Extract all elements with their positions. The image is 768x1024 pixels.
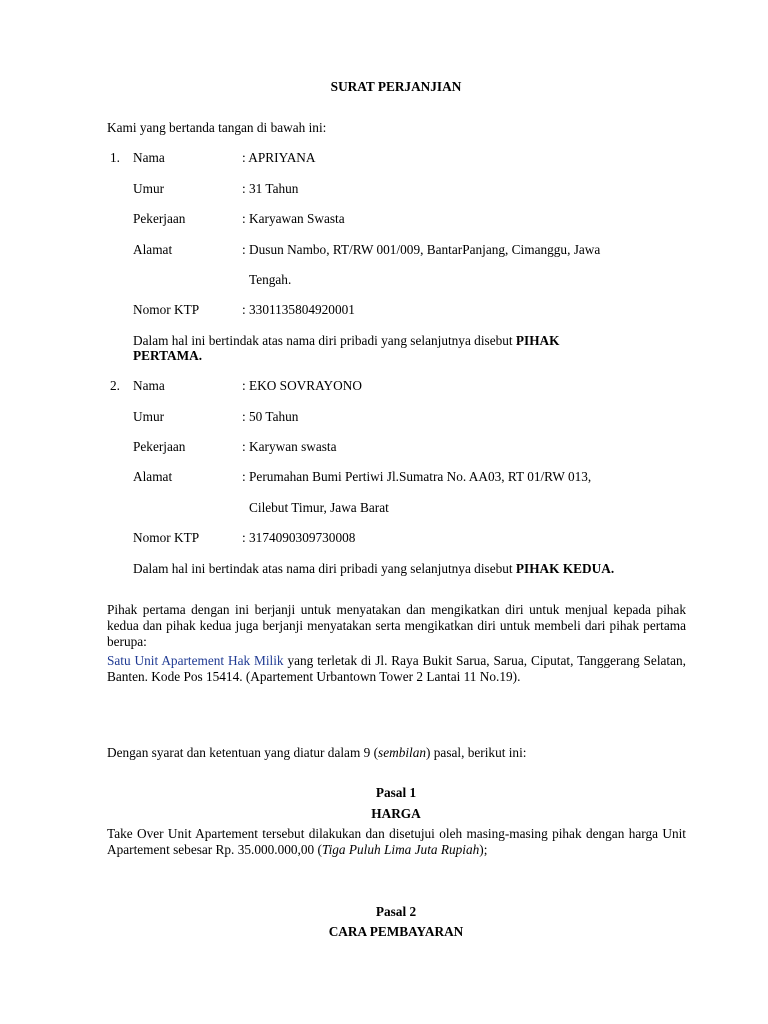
- party-2-value-address-cont: Cilebut Timur, Jawa Barat: [249, 500, 389, 515]
- party-1-value-age: : 31 Tahun: [242, 181, 299, 196]
- party-2-number: 2.: [110, 378, 120, 393]
- party-1-label-address: Alamat: [133, 242, 173, 257]
- object-paragraph: [107, 653, 686, 685]
- party-2-label-job: Pekerjaan: [133, 439, 186, 454]
- party-1-value-address-cont: Tengah.: [249, 272, 292, 287]
- pasal-1-number: Pasal 1: [375, 785, 417, 800]
- terms-line: [107, 745, 526, 761]
- party-2-value-address: : Perumahan Bumi Pertiwi Jl.Sumatra No. AA03, RT 01/RW 013,: [242, 469, 592, 484]
- party-1-label-age: Umur: [133, 181, 165, 196]
- pasal-1-text-pre: Take Over Unit Apartement tersebut dilakukan dan disetujui oleh masing-masing pihak dengan harga Unit Apartement sebesar Rp. 35.000.000,00 (: [107, 826, 686, 857]
- party-2-label-name: Nama: [133, 378, 165, 393]
- party-2-value-name: : EKO SOVRAYONO: [242, 378, 362, 393]
- party-2-role-text: Dalam hal ini bertindak atas nama diri pribadi yang selanjutnya disebut: [133, 561, 516, 576]
- party-1-value-job: : Karyawan Swasta: [242, 211, 345, 226]
- party-2-label-address: Alamat: [133, 469, 173, 484]
- pasal-1-heading: HARGA: [371, 806, 421, 821]
- party-1-value-ktp: : 3301135804920001: [242, 302, 355, 317]
- pasal-1-text-post: );: [479, 842, 488, 857]
- pasal-1-text-italic: Tiga Puluh Lima Juta Rupiah: [321, 842, 480, 857]
- party-2-value-job: : Karywan swasta: [242, 439, 337, 454]
- intro-line: Kami yang bertanda tangan di bawah ini:: [107, 120, 327, 135]
- terms-pre: Dengan syarat dan ketentuan yang diatur dalam 9 (: [107, 745, 379, 760]
- terms-italic: sembilan: [378, 745, 427, 760]
- party-2-value-ktp: : 3174090309730008: [242, 530, 356, 545]
- document-title: SURAT PERJANJIAN: [330, 79, 462, 94]
- party-1-value-address: : Dusun Nambo, RT/RW 001/009, BantarPanjang, Cimanggu, Jawa: [242, 242, 601, 257]
- party-1-value-name: : APRIYANA: [242, 150, 316, 165]
- party-1-role-line: [133, 333, 560, 349]
- party-2-role-name: PIHAK KEDUA.: [515, 561, 615, 576]
- terms-post: ) pasal, berikut ini:: [426, 745, 527, 760]
- party-1-label-ktp: Nomor KTP: [133, 302, 200, 317]
- object-highlight: Satu Unit Apartement Hak Milik: [107, 653, 284, 668]
- pasal-2-number: Pasal 2: [375, 904, 417, 919]
- party-1-role-name: PIHAK: [515, 333, 560, 348]
- party-2-role-line: [133, 561, 614, 577]
- party-2-label-ktp: Nomor KTP: [133, 530, 200, 545]
- party-1-label-name: Nama: [133, 150, 165, 165]
- party-1-role-text: Dalam hal ini bertindak atas nama diri pribadi yang selanjutnya disebut: [133, 333, 516, 348]
- party-1-role-name-cont: PERTAMA.: [133, 348, 203, 363]
- party-1-label-job: Pekerjaan: [133, 211, 186, 226]
- object-rest: yang terletak di Jl. Raya Bukit Sarua, Sarua, Ciputat, Tanggerang Selatan, Banten. Kode Pos 15414. (Apartement Urbantown Tower 2 Lantai 11 No.19).: [107, 653, 686, 684]
- pasal-2-heading: CARA PEMBAYARAN: [328, 924, 464, 939]
- pasal-1-text: [107, 826, 686, 858]
- party-1-number: 1.: [110, 150, 120, 165]
- party-2-value-age: : 50 Tahun: [242, 409, 299, 424]
- party-2-label-age: Umur: [133, 409, 165, 424]
- agreement-paragraph: Pihak pertama dengan ini berjanji untuk menyatakan dan mengikatkan diri untuk menjual kepada pihak kedua dan pihak kedua juga berjanji menyatakan serta mengikatkan diri untuk membeli dari pihak pertama berupa:: [107, 602, 686, 649]
